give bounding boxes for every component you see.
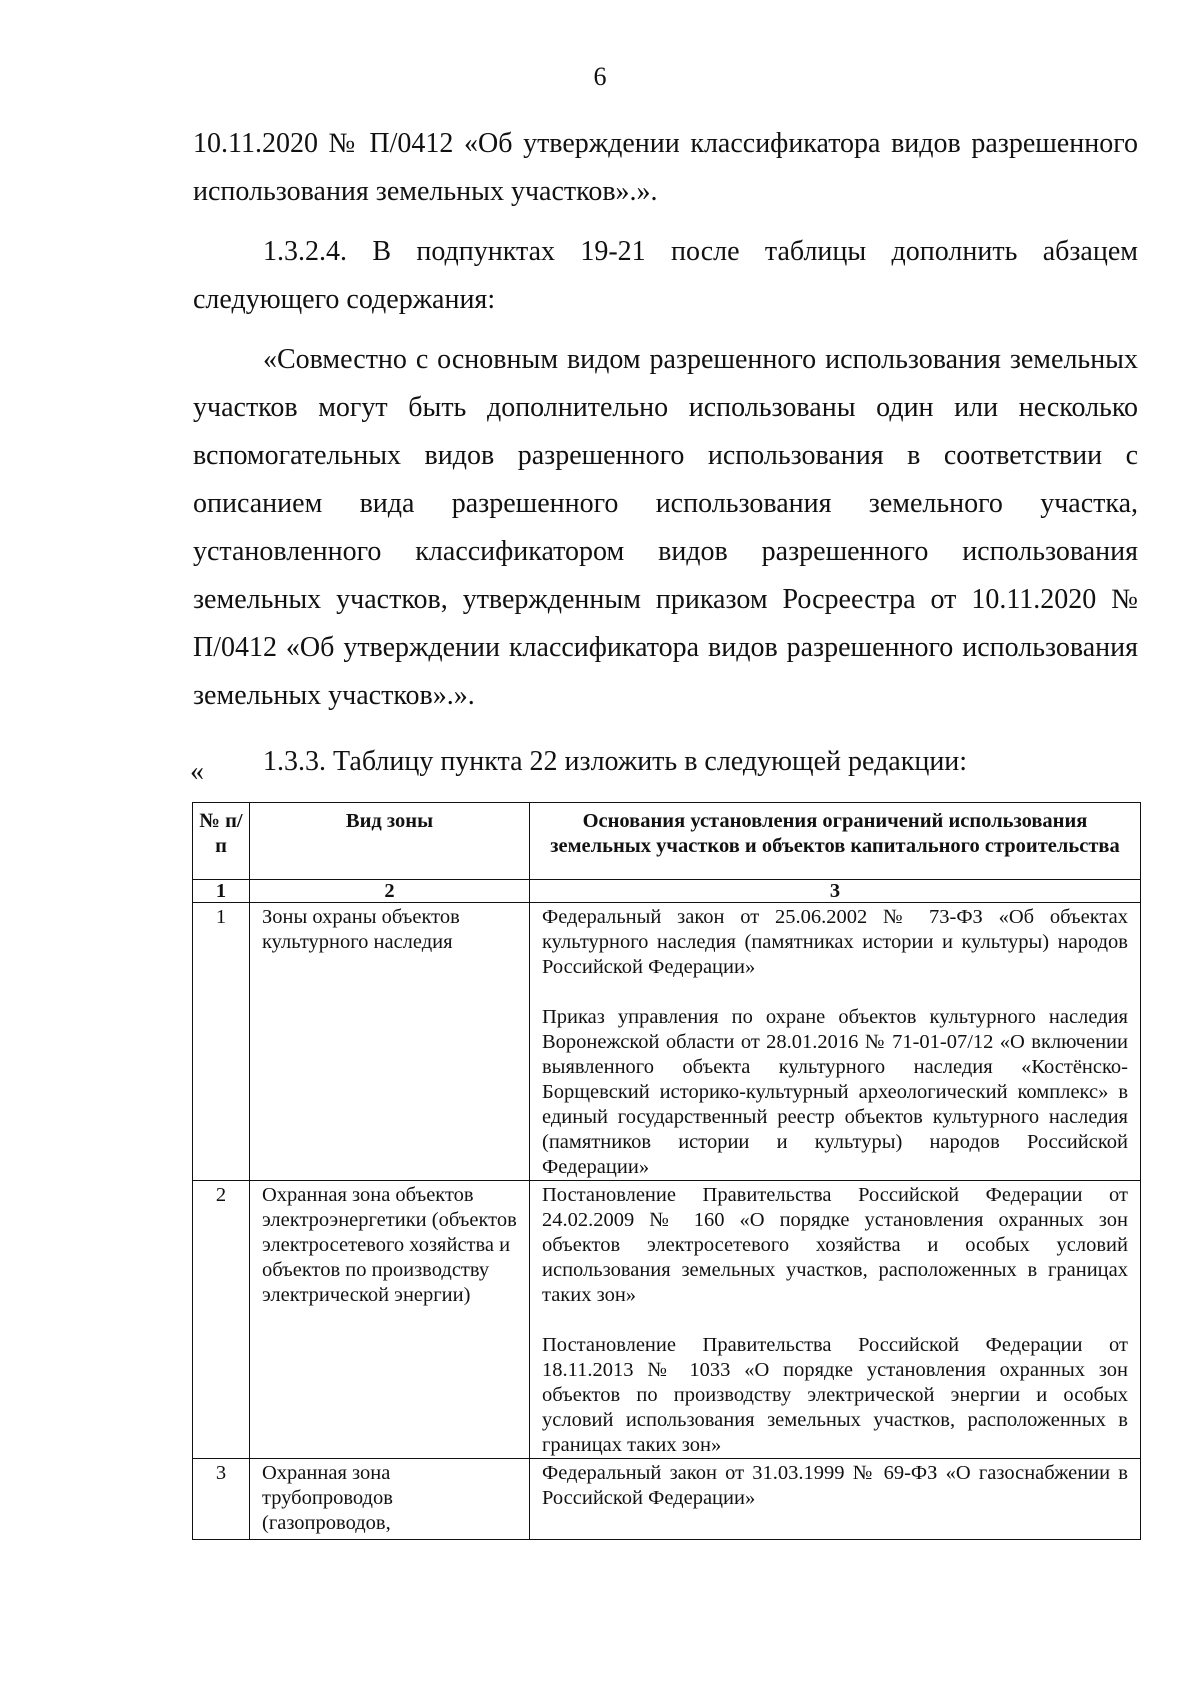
- basis-cell: [530, 1181, 1141, 1459]
- basis-cell: [530, 903, 1141, 1181]
- row-number: 1: [193, 903, 250, 1181]
- zone-type-cell: Охранная зона объектов электроэнергетики (объектов электросетевого хозяйства и объектов по производству электрической энергии): [250, 1181, 530, 1459]
- basis-document: Федеральный закон от 31.03.1999 № 69-ФЗ «О газоснабжении в Российской Федерации»: [542, 1462, 1128, 1509]
- column-number: 3: [530, 880, 1141, 903]
- table-row: [193, 903, 1141, 1181]
- body-text: [193, 120, 1138, 786]
- restrictions-table: [192, 802, 1141, 1540]
- column-numbers-row: [193, 880, 1141, 903]
- paragraph-quoted-insert: «Совместно с основным видом разрешенного использования земельных участков могут быть дополнительно использованы один или несколько вспомогательных видов разрешенного использования в соответствии с описанием вида разрешенного использования земельного участка, установленного классификатором видов разрешенного использования земельных участков, утвержденным приказом Росреестра от 10.11.2020 № П/0412 «Об утверждении классификатора видов разрешенного использования земельных участков».».: [193, 344, 1138, 711]
- column-number: 2: [250, 880, 530, 903]
- paragraph-amendment-1-3-3: 1.3.3. Таблицу пункта 22 изложить в следующей редакции:: [263, 746, 968, 777]
- basis-cell: [530, 1459, 1141, 1540]
- basis-document: Приказ управления по охране объектов культурного наследия Воронежской области от 28.01.2016 № 71-01-07/12 «О включении выявленного объекта культурного наследия «Костёнско-Борщевский историко-культурный археологический комплекс» в единый государственный реестр объектов культурного наследия (памятников истории и культуры) народов Российской Федерации»: [542, 1006, 1128, 1178]
- zone-type-cell: Зоны охраны объектов культурного наследия: [250, 903, 530, 1181]
- zone-type-cell: Охранная зона трубопроводов (газопроводов,: [250, 1459, 530, 1540]
- header-basis: Основания установления ограничений использования земельных участков и объектов капитального строительства: [530, 803, 1141, 880]
- row-number: 3: [193, 1459, 250, 1540]
- page-number: 6: [593, 62, 607, 91]
- table-row: [193, 1459, 1141, 1540]
- table-header-row: [193, 803, 1141, 880]
- paragraph-amendment-1-3-2-4: 1.3.2.4. В подпунктах 19-21 после таблицы дополнить абзацем следующего содержания:: [193, 236, 1138, 315]
- paragraph-continuation: 10.11.2020 № П/0412 «Об утверждении классификатора видов разрешенного использования земельных участков».».: [193, 128, 1138, 207]
- basis-document: Постановление Правительства Российской Федерации от 24.02.2009 № 160 «О порядке установления охранных зон объектов электросетевого хозяйства и особых условий использования земельных участков, расположенных в границах таких зон»: [542, 1184, 1128, 1306]
- basis-document: Федеральный закон от 25.06.2002 № 73-ФЗ «Об объектах культурного наследия (памятниках истории и культуры) народов Российской Федерации»: [542, 906, 1128, 978]
- header-num: № п/п: [193, 803, 250, 880]
- table-row: [193, 1181, 1141, 1459]
- column-number: 1: [193, 880, 250, 903]
- table-open-quote: «: [190, 756, 204, 787]
- row-number: 2: [193, 1181, 250, 1459]
- header-zone-type: Вид зоны: [250, 803, 530, 880]
- basis-document: Постановление Правительства Российской Федерации от 18.11.2013 № 1033 «О порядке установления охранных зон объектов по производству электрической энергии и особых условий использования земельных участков, расположенных в границах таких зон»: [542, 1334, 1128, 1456]
